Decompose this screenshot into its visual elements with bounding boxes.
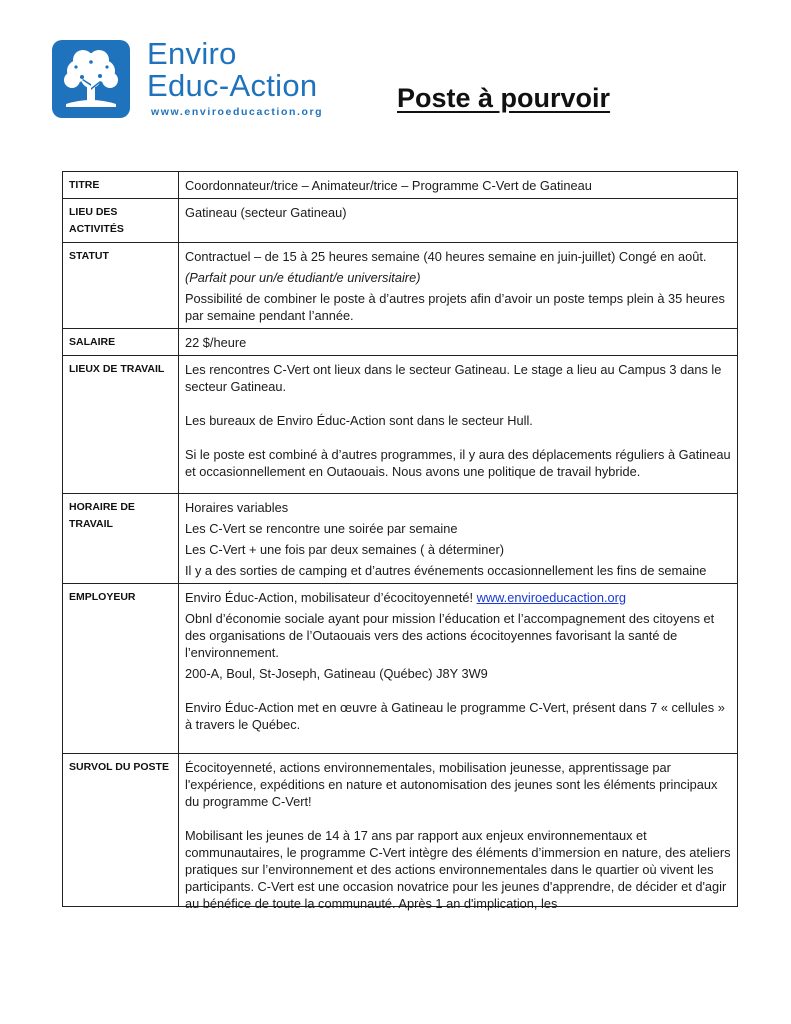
row-horaire [63,494,738,584]
survol-text-1: Écocitoyenneté, actions environnementales, mobilisation jeunesse, apprentissage par l'expérience, expéditions en nature et autonomisation des jeunes sont les éléments principaux du programme C-Vert! [185,760,718,809]
value-statut [179,243,738,329]
employeur-text-2: Obnl d’économie sociale ayant pour mission l’éducation et l’accompagnement des citoyens et des organisations de l’Outaouais vers des actions écocitoyennes favorisant la santé de l’environnement. [185,611,715,660]
label-lieux-travail: LIEUX DE TRAVAIL [63,356,179,494]
job-posting-table [62,171,738,911]
employeur-name: Enviro Éduc-Action, mobilisateur d’écocitoyenneté! [185,590,474,605]
logo-wordmark [147,38,317,102]
page-title: Poste à pourvoir [397,83,611,113]
row-lieu-activites [63,199,738,243]
horaire-text-2: Les C-Vert se rencontre une soirée par semaine [185,521,458,536]
employeur-website-link[interactable]: www.enviroeducaction.org [476,590,627,605]
row-lieux-travail [63,356,738,494]
lieux-travail-text-2: Les bureaux de Enviro Éduc-Action sont dans le secteur Hull. [185,413,533,428]
employeur-text-1 [185,589,731,606]
value-horaire [179,494,738,584]
value-survol [179,754,738,911]
lieux-travail-text-3: Si le poste est combiné à d’autres programmes, il y aura des déplacements réguliers à Gatineau et occasionnellement en Outaouais. Nous avons une politique de travail hybride. [185,447,731,479]
horaire-text-4: Il y a des sorties de camping et d’autres événements occasionnellement les fins de semaine [185,563,707,578]
employeur-address: 200-A, Boul, St-Joseph, Gatineau (Québec) J8Y 3W9 [185,666,488,681]
row-survol [63,754,738,907]
label-salaire: SALAIRE [63,329,179,356]
logo-line2: Educ-Action [147,68,318,103]
label-survol: SURVOL DU POSTE [63,754,179,907]
value-salaire: 22 $/heure [179,329,738,356]
label-horaire: HORAIRE DE TRAVAIL [63,494,179,584]
employeur-text-4: Enviro Éduc-Action met en œuvre à Gatineau le programme C-Vert, présent dans 7 « cellules » à travers le Québec. [185,700,725,732]
value-lieu-activites: Gatineau (secteur Gatineau) [179,199,738,243]
row-titre [63,172,738,199]
logo-line1: Enviro [147,36,237,71]
tree-logo-icon [52,40,130,118]
survol-content [185,759,731,911]
value-titre: Coordonnateur/trice – Animateur/trice – Programme C-Vert de Gatineau [179,172,738,199]
row-employeur [63,584,738,754]
horaire-text-1: Horaires variables [185,500,289,515]
logo [52,38,342,122]
statut-combine: Possibilité de combiner le poste à d’autres projets afin d’avoir un poste temps plein à 35 heures par semaine pendant l’année. [185,291,725,323]
horaire-text-3: Les C-Vert + une fois par deux semaines ( à déterminer) [185,542,505,557]
label-titre: TITRE [63,172,179,199]
row-statut [63,243,738,329]
value-employeur [179,584,738,754]
label-lieu-activites: LIEU DES ACTIVITÉS [63,199,179,243]
lieux-travail-text-1: Les rencontres C-Vert ont lieux dans le secteur Gatineau. Le stage a lieu au Campus 3 dans le secteur Gatineau. [185,362,722,394]
logo-url: www.enviroeducaction.org [151,106,324,118]
value-lieux-travail [179,356,738,494]
survol-text-2: Mobilisant les jeunes de 14 à 17 ans par rapport aux enjeux environnementaux et communautaires, le programme C-Vert intègre des éléments d’immersion en nature, des ateliers pratiques sur l’environnement et des actions environnementales dans le quartier où vivent les participants. C-Vert est une occasion novatrice pour les jeunes d'apprendre, de décider et d'agir au bénéfice de toute la communauté. Après 1 an d'implication, les [185,828,731,911]
statut-text: Contractuel – de 15 à 25 heures semaine (40 heures semaine en juin-juillet) Congé en août. [185,249,707,264]
statut-note: (Parfait pour un/e étudiant/e universitaire) [185,270,421,285]
label-employeur: EMPLOYEUR [63,584,179,754]
row-salaire [63,329,738,356]
label-statut: STATUT [63,243,179,329]
